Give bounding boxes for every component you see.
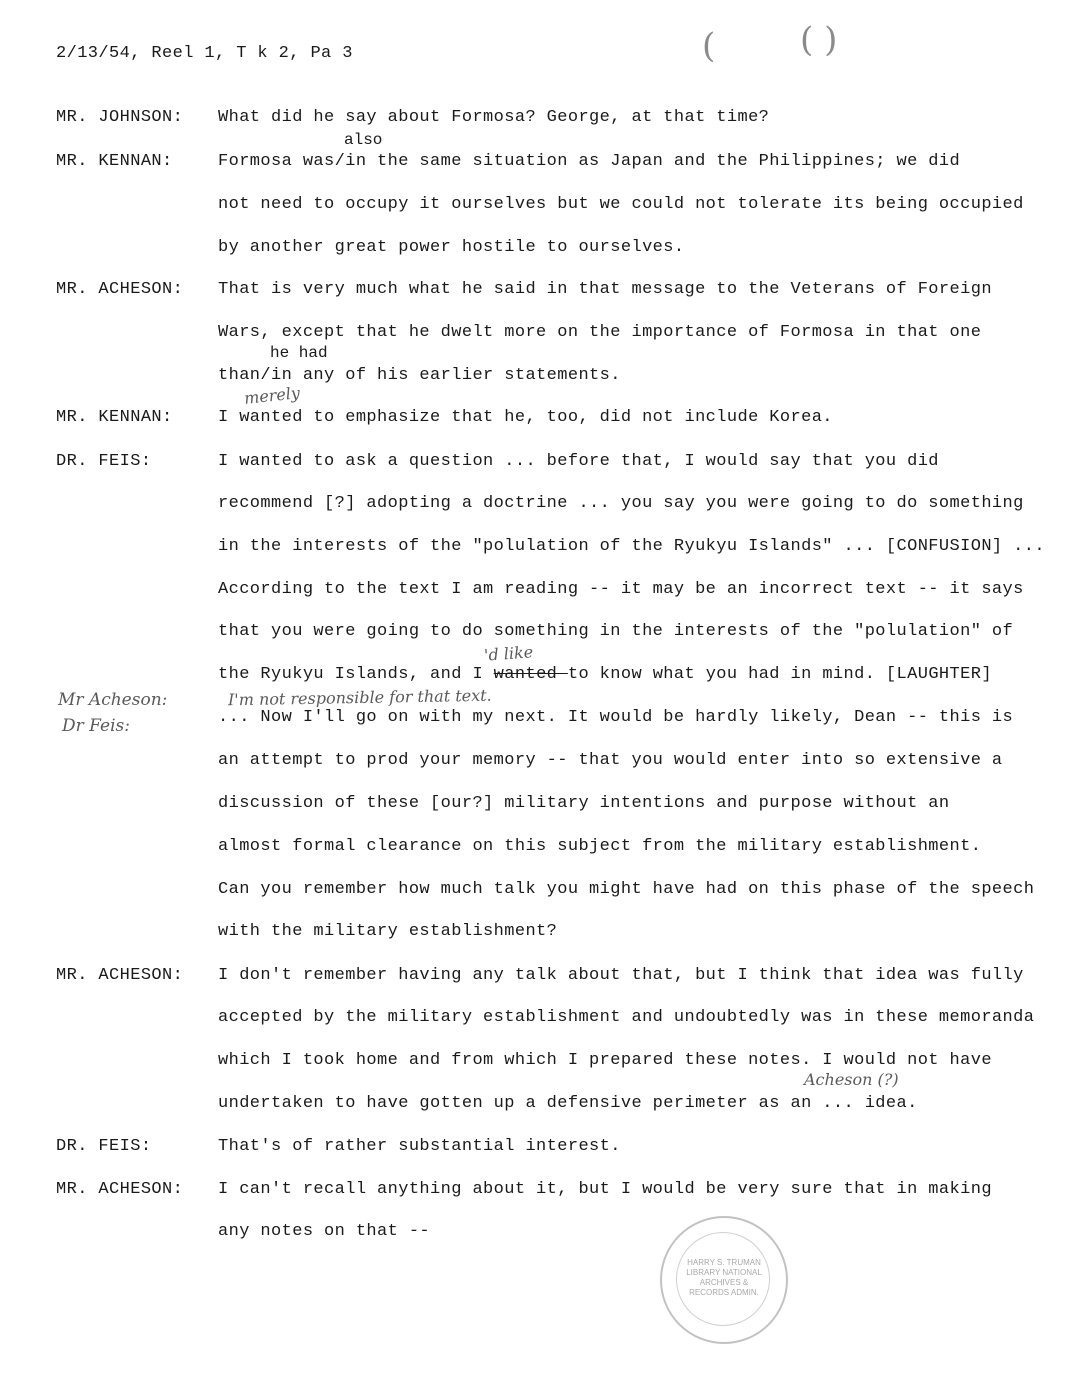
stamp-text: HARRY S. TRUMAN LIBRARY NATIONAL ARCHIVES & RECORDS ADMIN. [686, 1258, 762, 1297]
transcript-line: ... Now I'll go on with my next. It would be hardly likely, Dean -- this is [218, 708, 1014, 727]
transcript-line: recommend [?] adopting a doctrine ... you say you were going to do something [218, 494, 1024, 513]
transcript-line: What did he say about Formosa? George, at that time? [218, 108, 770, 127]
transcript-line: in the interests of the "polulation of the Ryukyu Islands" ... [CONFUSION] ... [218, 537, 1045, 556]
handwritten-insertion: merely [243, 383, 301, 408]
speaker-acheson: MR. ACHESON: [56, 280, 184, 299]
speaker-feis: DR. FEIS: [56, 452, 152, 471]
transcript-line: I can't recall anything about it, but I would be very sure that in making [218, 1180, 992, 1199]
typed-insertion: he had [270, 344, 328, 362]
handwritten-remark: I'm not responsible for that text. [227, 685, 492, 710]
transcript-line: than/in any of his earlier statements. [218, 366, 621, 385]
transcript-line: According to the text I am reading -- it may be an incorrect text -- it says [218, 580, 1024, 599]
transcript-line: with the military establishment? [218, 922, 558, 941]
typed-insertion: also [344, 131, 383, 149]
transcript-line: undertaken to have gotten up a defensive perimeter as an ... idea. [218, 1094, 918, 1113]
speaker-acheson: MR. ACHESON: [56, 966, 184, 985]
transcript-line: Wars, except that he dwelt more on the importance of Formosa in that one [218, 323, 982, 342]
handwritten-paren-pair-mark: ( ) [800, 20, 838, 60]
speaker-feis: DR. FEIS: [56, 1137, 152, 1156]
transcript-line: discussion of these [our?] military intentions and purpose without an [218, 794, 950, 813]
handwritten-insertion: Acheson (?) [804, 1070, 899, 1089]
speaker-kennan: MR. KENNAN: [56, 408, 173, 427]
transcript-line: an attempt to prod your memory -- that you would enter into so extensive a [218, 751, 1003, 770]
transcript-line [218, 665, 992, 685]
transcript-line: any notes on that -- [218, 1222, 431, 1241]
struck-text: wanted [493, 665, 568, 684]
handwritten-speaker-acheson: Mr Acheson: [58, 690, 168, 710]
library-stamp [660, 1216, 788, 1344]
page-header: 2/13/54, Reel 1, T k 2, Pa 3 [56, 44, 353, 63]
transcript-line: That is very much what he said in that message to the Veterans of Foreign [218, 280, 992, 299]
transcript-line: by another great power hostile to ourselves. [218, 238, 685, 257]
speaker-acheson: MR. ACHESON: [56, 1180, 184, 1199]
transcript-line: not need to occupy it ourselves but we could not tolerate its being occupied [218, 195, 1024, 214]
transcript-line: Can you remember how much talk you might have had on this phase of the speech [218, 880, 1035, 899]
speaker-johnson: MR. JOHNSON: [56, 108, 184, 127]
line-text: the Ryukyu Islands, and I [218, 665, 494, 684]
speaker-kennan: MR. KENNAN: [56, 152, 173, 171]
line-text: to know what you had in mind. [LAUGHTER] [567, 665, 992, 684]
transcript-line: which I took home and from which I prepared these notes. I would not have [218, 1051, 992, 1070]
transcript-line: That's of rather substantial interest. [218, 1137, 621, 1156]
transcript-line: that you were going to do something in the interests of the "polulation" of [218, 622, 1014, 641]
transcript-line: I wanted to emphasize that he, too, did not include Korea. [218, 408, 833, 427]
handwritten-insertion: 'd like [483, 642, 534, 665]
transcript-line: I don't remember having any talk about that, but I think that idea was fully [218, 966, 1024, 985]
transcript-line: almost formal clearance on this subject from the military establishment. [218, 837, 982, 856]
transcript-line: Formosa was/in the same situation as Japan and the Philippines; we did [218, 152, 961, 171]
handwritten-speaker-feis: Dr Feis: [62, 716, 130, 736]
transcript-line: accepted by the military establishment and undoubtedly was in these memoranda [218, 1008, 1035, 1027]
transcript-line: I wanted to ask a question ... before that, I would say that you did [218, 452, 939, 471]
handwritten-open-paren-mark: ( [702, 26, 716, 66]
